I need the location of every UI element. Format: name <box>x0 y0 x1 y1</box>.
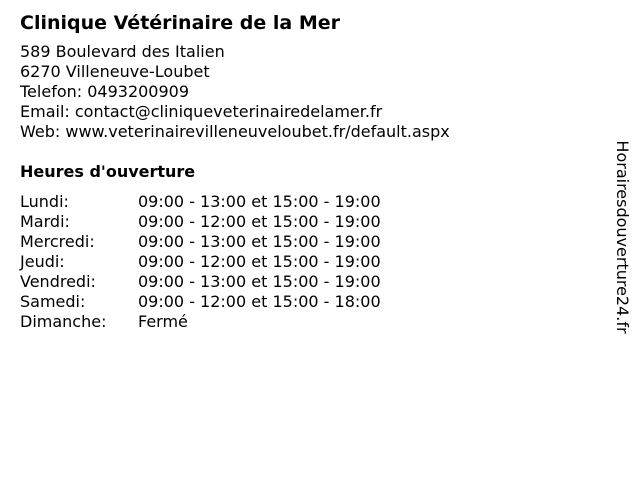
day-hours: 09:00 - 13:00 et 15:00 - 19:00 <box>138 232 381 251</box>
hours-row-tuesday <box>20 212 600 232</box>
opening-hours-table <box>20 192 600 332</box>
street-address: 589 Boulevard des Italien <box>20 42 225 61</box>
hours-row-wednesday <box>20 232 600 252</box>
day-label: Jeudi: <box>20 252 65 271</box>
email-address: Email: contact@cliniqueveterinairedelamer.fr <box>20 102 383 121</box>
day-hours: 09:00 - 12:00 et 15:00 - 18:00 <box>138 292 381 311</box>
hours-row-friday <box>20 272 600 292</box>
day-label: Mardi: <box>20 212 70 231</box>
website-url: Web: www.veterinairevilleneuveloubet.fr/default.aspx <box>20 122 450 141</box>
hours-row-sunday <box>20 312 600 332</box>
business-name: Clinique Vétérinaire de la Mer <box>20 12 340 34</box>
day-hours: 09:00 - 12:00 et 15:00 - 19:00 <box>138 212 381 231</box>
hours-row-monday <box>20 192 600 212</box>
business-card <box>20 10 600 332</box>
hours-row-thursday <box>20 252 600 272</box>
phone-number: Telefon: 0493200909 <box>20 82 190 101</box>
day-hours: 09:00 - 13:00 et 15:00 - 19:00 <box>138 192 381 211</box>
day-label: Lundi: <box>20 192 69 211</box>
hours-row-saturday <box>20 292 600 312</box>
site-brand-vertical: Horairesdouverture24.fr <box>613 140 632 334</box>
city-postcode: 6270 Villeneuve-Loubet <box>20 62 210 81</box>
day-label: Vendredi: <box>20 272 96 291</box>
day-label: Mercredi: <box>20 232 95 251</box>
day-label: Dimanche: <box>20 312 107 331</box>
opening-hours-heading: Heures d'ouverture <box>20 162 196 181</box>
day-hours: Fermé <box>138 312 188 331</box>
day-label: Samedi: <box>20 292 86 311</box>
day-hours: 09:00 - 12:00 et 15:00 - 19:00 <box>138 252 381 271</box>
address-block <box>20 42 600 142</box>
day-hours: 09:00 - 13:00 et 15:00 - 19:00 <box>138 272 381 291</box>
